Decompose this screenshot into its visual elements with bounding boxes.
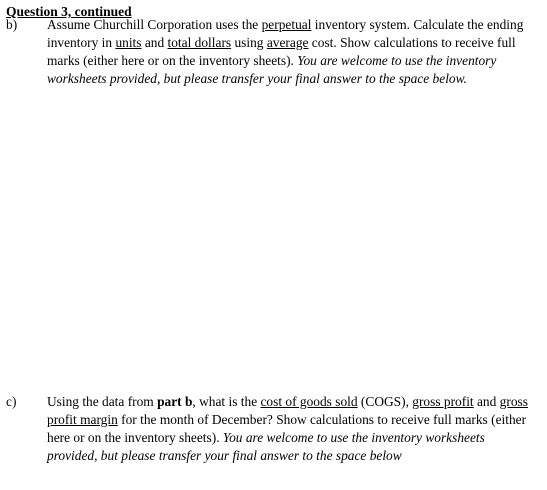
- part-b-text: [47, 16, 541, 88]
- part-c-label: c): [6, 394, 17, 409]
- text-run: for the month of December? Show calculations to receive full marks (either: [117, 412, 527, 427]
- italic-note: provided, but please transfer your final answer to the space below: [47, 448, 402, 463]
- part-c-line-4: [47, 447, 541, 465]
- question-heading: Question 3, continued: [6, 4, 132, 19]
- text-run: using: [231, 35, 267, 50]
- text-run: , what is the: [192, 394, 261, 409]
- term-profit-margin: profit margin: [47, 412, 118, 427]
- part-b-line-4: [47, 70, 541, 88]
- term-gross-profit: gross profit: [412, 394, 474, 409]
- text-run: marks (either here or on the inventory sheets).: [47, 53, 298, 68]
- part-c-text: [47, 393, 541, 465]
- part-b-line-2: [47, 34, 541, 52]
- text-run: Assume Churchill Corporation uses the: [47, 17, 262, 32]
- text-run: and: [141, 35, 168, 50]
- text-run: inventory in: [47, 35, 116, 50]
- term-average: average: [266, 35, 309, 50]
- part-c-line-2: [47, 411, 541, 429]
- text-run: cost. Show calculations to receive full: [308, 35, 516, 50]
- text-run: inventory system. Calculate the ending: [311, 17, 524, 32]
- part-b-line-1: [47, 16, 541, 34]
- part-c-line-1: [47, 393, 541, 411]
- term-cogs: cost of goods sold: [260, 394, 358, 409]
- part-c-line-3: [47, 429, 541, 447]
- term-perpetual: perpetual: [261, 17, 312, 32]
- term-total-dollars: total dollars: [167, 35, 232, 50]
- text-run: (COGS),: [357, 394, 413, 409]
- term-gross: gross: [499, 394, 528, 409]
- italic-note: worksheets provided, but please transfer your final answer to the space below.: [47, 71, 467, 86]
- part-b-line-3: [47, 52, 541, 70]
- bold-ref-part-b: part b: [157, 394, 193, 409]
- text-run: Using the data from: [47, 394, 158, 409]
- text-run: here or on the inventory sheets).: [47, 430, 223, 445]
- italic-note: You are welcome to use the inventory: [297, 53, 497, 68]
- term-units: units: [115, 35, 142, 50]
- italic-note: You are welcome to use the inventory worksheets: [222, 430, 485, 445]
- text-run: and: [473, 394, 500, 409]
- part-b-label: b): [6, 17, 18, 32]
